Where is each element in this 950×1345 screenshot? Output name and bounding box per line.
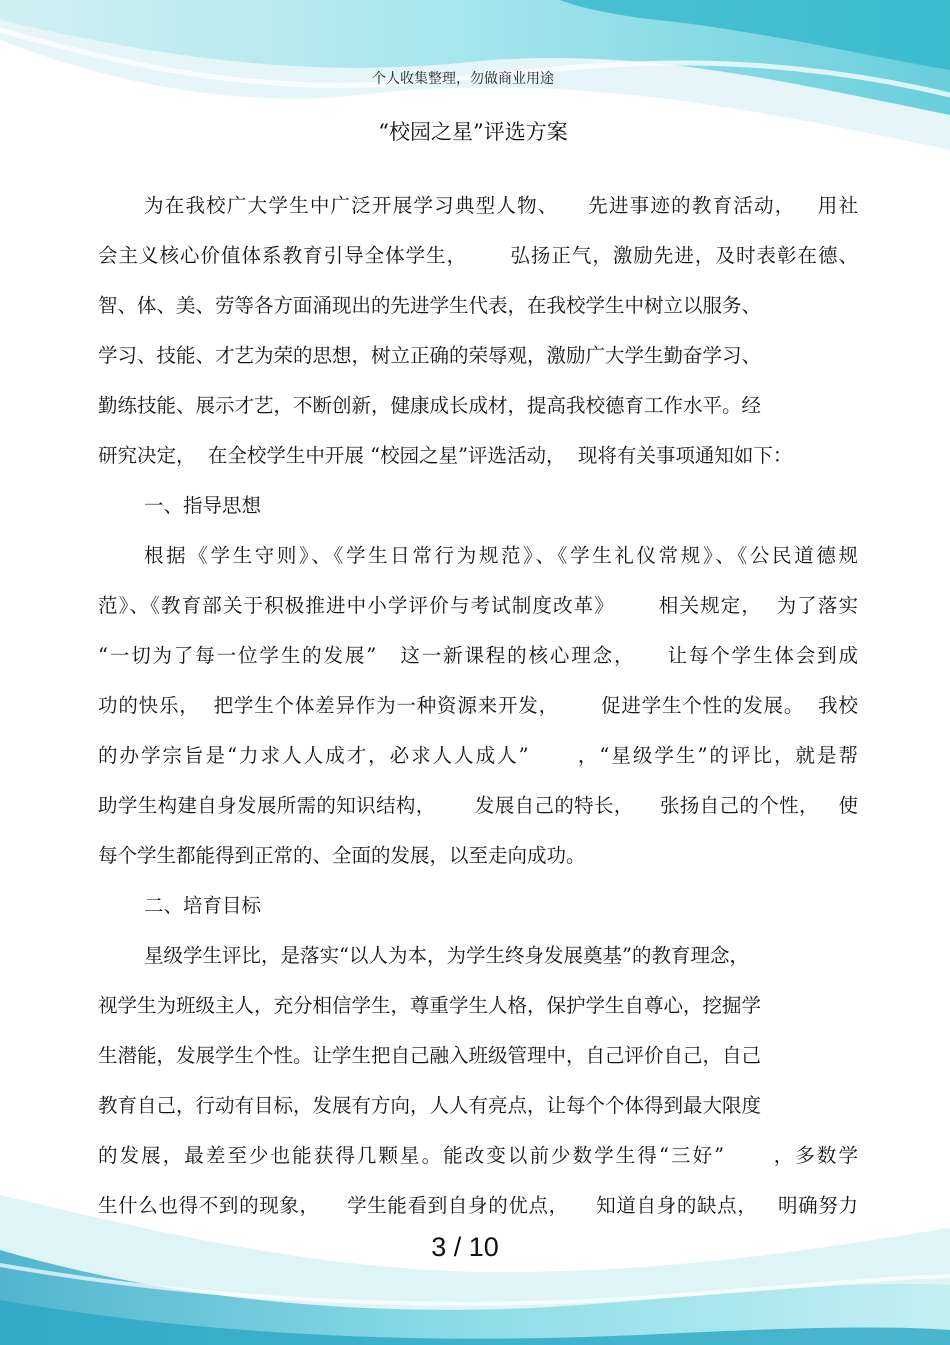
body-line: 为在我校广大学生中广泛开展学习典型人物、 先进事迹的教育活动， 用社: [144, 194, 858, 217]
body-line: 根据《学生守则》、《学生日常行为规范》、《学生礼仪常规》、《公民道德规: [144, 544, 858, 567]
body-line: 生潜能，发展学生个性。让学生把自己融入班级管理中，自己评价自己，自己: [98, 1044, 762, 1067]
body-line: 教育自己，行动有目标，发展有方向，人人有亮点，让每个个体得到最大限度: [98, 1094, 762, 1117]
body-line: 每个学生都能得到正常的、全面的发展，以至走向成功。: [98, 844, 586, 867]
body-line: 生什么也得不到的现象， 学生能看到自身的优点， 知道自身的缺点， 明确努力: [98, 1194, 858, 1217]
page-number: 3 / 10: [431, 1232, 499, 1262]
body-line: 会主义核心价值体系教育引导全体学生， 弘扬正气，激励先进，及时表彰在德、: [98, 244, 858, 267]
body-line: “一切为了每一位学生的发展” 这一新课程的核心理念， 让每个学生体会到成: [98, 644, 858, 667]
body-line: 星级学生评比，是落实“以人为本，为学生终身发展奠基”的教育理念，: [144, 944, 749, 967]
document-title: “校园之星”评选方案: [378, 120, 568, 144]
section-heading: 一、指导思想: [144, 494, 262, 517]
body-line: 勤练技能、展示才艺，不断创新，健康成长成材，提高我校德育工作水平。经: [98, 394, 762, 417]
body-line: 学习、技能、才艺为荣的思想，树立正确的荣辱观，激励广大学生勤奋学习、: [98, 344, 762, 367]
body-line: 的办学宗旨是“力求人人成才，必求人人成人” ，“星级学生”的评比，就是帮: [98, 744, 858, 767]
body-line: 视学生为班级主人，充分相信学生，尊重学生人格，保护学生自尊心，挖掘学: [98, 994, 762, 1017]
body-line: 研究决定， 在全校学生中开展 “校园之星”评选活动， 现将有关事项通知如下：: [98, 444, 793, 467]
body-line: 助学生构建自身发展所需的知识结构， 发展自己的特长， 张扬自己的个性， 使: [98, 794, 858, 817]
body-line: 的发展，最差至少也能获得几颗星。能改变以前少数学生得“三好” ，多数学: [98, 1144, 858, 1167]
document-body: [98, 186, 858, 1236]
section-heading: 二、培育目标: [144, 894, 262, 917]
body-line: 功的快乐， 把学生个体差异作为一种资源来开发， 促进学生个性的发展。 我校: [98, 694, 858, 717]
watermark-text: 个人收集整理，勿做商业用途: [372, 71, 554, 87]
body-line: 智、体、美、劳等各方面涌现出的先进学生代表，在我校学生中树立以服务、: [98, 294, 762, 317]
body-line: 范》、《教育部关于积极推进中小学评价与考试制度改革》 相关规定， 为了落实: [98, 594, 858, 617]
